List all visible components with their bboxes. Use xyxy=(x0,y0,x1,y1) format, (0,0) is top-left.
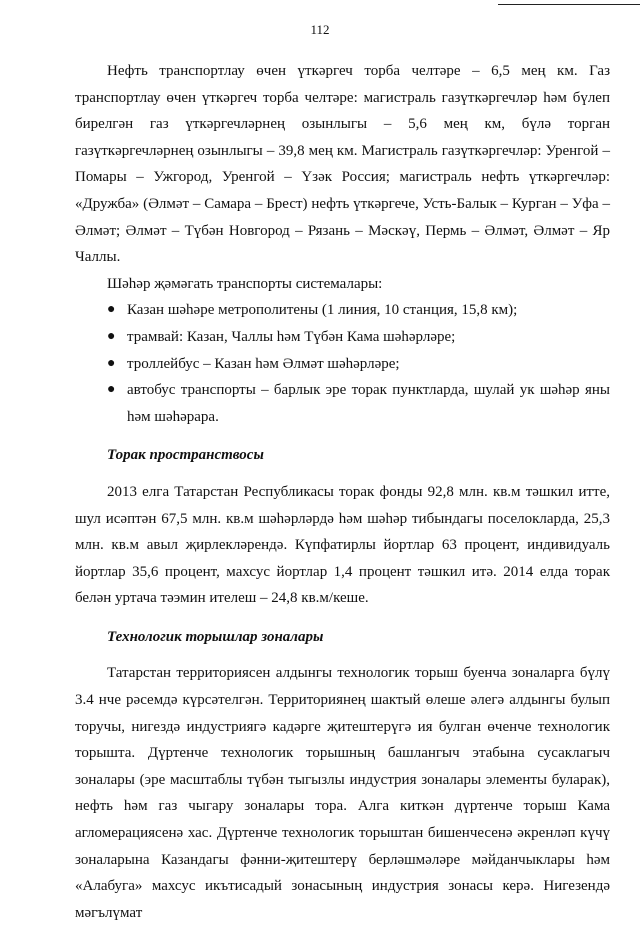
top-rule xyxy=(498,4,640,5)
list-item xyxy=(107,324,610,351)
list-item-text: трамвай: Казан, Чаллы һәм Түбән Кама шәһәрләре; xyxy=(127,328,456,345)
transport-list xyxy=(75,297,610,430)
bullet-icon: ● xyxy=(107,328,116,344)
pipeline-paragraph: Нефть транспортлау өчен үткәргеч торба челтәре – 6,5 мең км. Газ транспортлау өчен үткәргеч торба челтәре: магистраль газүткәргечләр һәм бүлеп бирелгән газ үткәргечләрнең озынлыгы – 5,6 мең км, бүлә торган газүткәргечләрнең озынлыгы – 39,8 мең км. Магистраль газүткәргечләр: Уренгой – Помары – Ужгород, Уренгой – Үзәк Россия; магистраль нефть үткәргечләр: «Дружба» (Әлмәт – Самара – Брест) нефть үткәргече, Усть-Балык – Курган – Уфа – Әлмәт; Әлмәт – Түбән Новгород – Рязань – Мәскәү, Пермь – Әлмәт, Әлмәт – Яр Чаллы. xyxy=(75,63,610,266)
bullet-icon: ● xyxy=(107,382,116,398)
bullet-icon: ● xyxy=(107,355,116,371)
section-heading-housing: Торак пространствосы xyxy=(107,447,264,464)
page-number: 112 xyxy=(310,22,330,37)
list-item-text: Казан шәһәре метрополитены (1 линия, 10 станция, 15,8 км); xyxy=(127,302,518,319)
list-item xyxy=(107,351,610,378)
list-item xyxy=(107,297,610,324)
transport-intro-paragraph: Шәһәр җәмәгать транспорты системалары: xyxy=(107,275,383,292)
technology-paragraph: Татарстан территориясен алдынгы технологик торыш буенча зоналарга бүлү 3.4 нче рәсемдә күрсәтелгән. Территориянең шактый өлеше әлегә алдынгы булып торучы, нигездә индустриягә кадәрге җитештерүгә ия булган өченче технологик торышта. Дүртенче технологик торышның башлангыч этабына сусаклагыч зоналары (эре масштаблы түбән тыгызлы индустрия зоналары элементы буларак), нефть һәм газ чыгару зоналары тора. Алга киткән дүртенче торыш Кама агломерациясенә хас. Дүртенче технологик торыштан бишенчесенә әкренләп күчү зоналарына Казандагы фәнни-җитештерү берләшмәләре мәйданчыклары һәм «Алабуга» махсус икътисадый зонасының индустрия зонасы керә. Нигезендә мәгълүмат xyxy=(75,665,610,921)
list-item-text: троллейбус – Казан һәм Әлмәт шәһәрләре; xyxy=(127,355,400,372)
housing-paragraph: 2013 елга Татарстан Республикасы торак фонды 92,8 млн. кв.м тәшкил итте, шул исәптән 67,5 млн. кв.м шәһәрләрдә һәм шәһәр тибындагы поселокларда, 25,3 млн. кв.м авыл җирлекләрендә. Күпфатирлы йортлар 63 процент, индивидуаль йортлар 35,6 процент, махсус йортлар 1,4 процент тәшкил итә. 2014 елда торак белән уртача тәэмин ителеш – 24,8 кв.м/кеше. xyxy=(75,483,610,607)
list-item xyxy=(107,377,610,430)
document-body xyxy=(75,58,610,926)
bullet-icon: ● xyxy=(107,302,116,318)
section-heading-technology: Технологик торышлар зоналары xyxy=(107,628,324,645)
list-item-text: автобус транспорты – барлык эре торак пунктларда, шулай ук шәһәр яны һәм шәһәрара. xyxy=(127,382,610,425)
